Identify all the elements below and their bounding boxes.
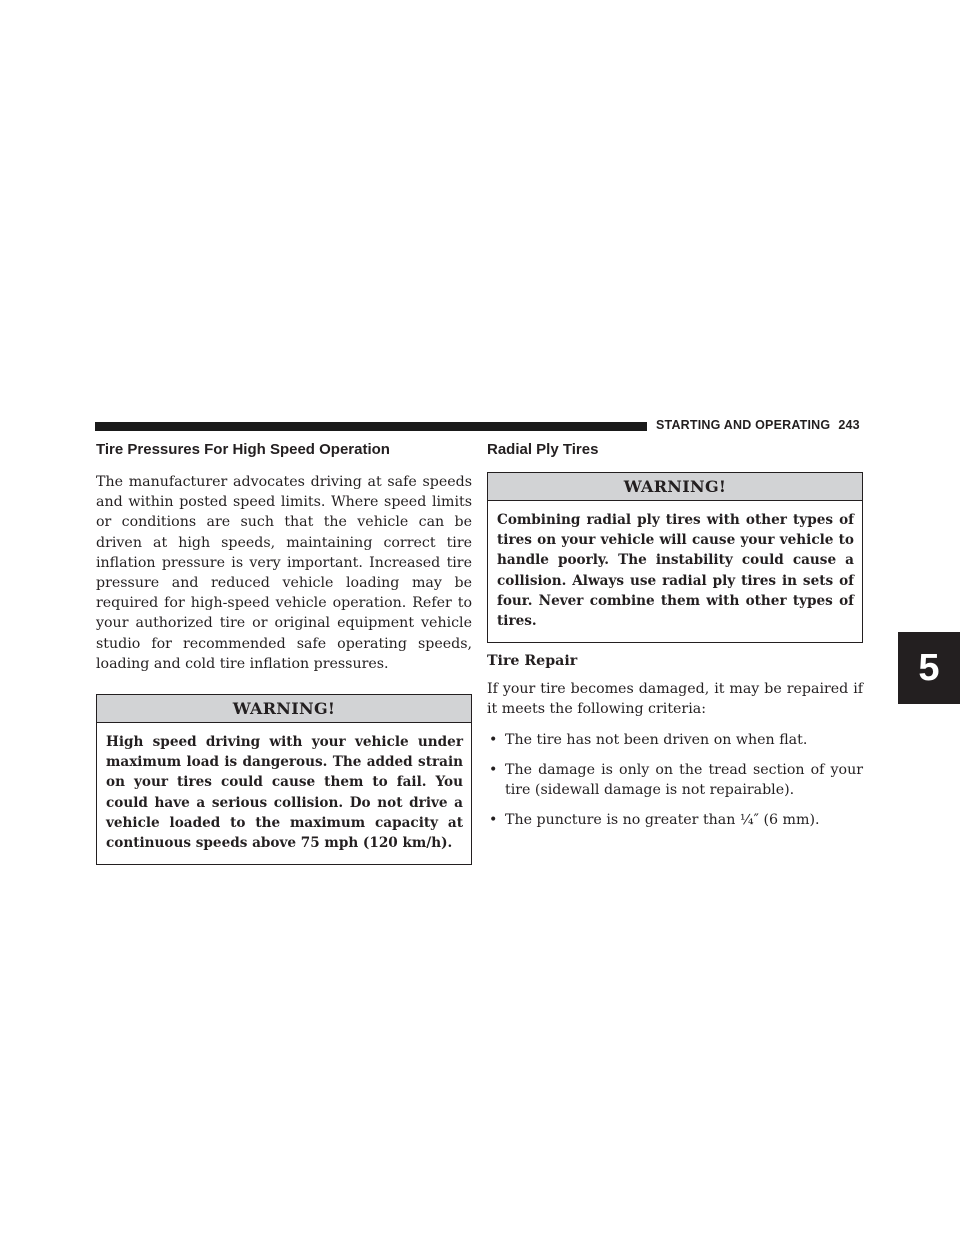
running-head [656, 418, 866, 432]
section-title: STARTING AND OPERATING [656, 418, 831, 432]
section-heading-radial: Radial Ply Tires [487, 441, 599, 458]
page-number: 243 [838, 418, 860, 432]
high-speed-paragraph: The manufacturer advocates driving at safe speeds and within posted speed limits. Where speed limits or conditions are such that the vehicle can be driven at high speeds, maintaining correct tire inflation pressure is very important. Increased tire pressure and reduced vehicle loading may be required for high-speed vehicle operation. Refer to your authorized tire or original equipment vehicle studio for recommended safe operating speeds, loading and cold tire inflation pressures. [96, 474, 472, 672]
bullet-icon: • [489, 731, 498, 748]
header-rule [95, 422, 647, 431]
warning-text: High speed driving with your vehicle under maximum load is dangerous. The added strain on your tires could cause them to fail. You could have a serious collision. Do not drive a vehicle loaded to the maximum capacity at continuous speeds above 75 mph (120 km/h). [106, 734, 463, 852]
warning-box-radial [487, 472, 863, 643]
tire-repair-intro: If your tire becomes damaged, it may be repaired if it meets the following criteria: [487, 681, 863, 718]
warning-box-high-speed [96, 694, 472, 865]
warning-title: WARNING! [97, 695, 471, 723]
right-column [487, 441, 863, 840]
warning-text: Combining radial ply tires with other types of tires on your vehicle will cause your vehicle to handle poorly. The instability could cause a collision. Always use radial ply tires in sets of four. Never combine them with other types of tires. [497, 512, 854, 630]
criteria-list [487, 730, 863, 831]
chapter-tab: 5 [898, 632, 960, 704]
section-heading-high-speed: Tire Pressures For High Speed Operation [96, 441, 390, 458]
list-item: • The tire has not been driven on when flat. [487, 730, 863, 750]
tire-repair-subheading: Tire Repair [487, 653, 578, 670]
left-column [96, 441, 472, 875]
warning-title: WARNING! [488, 473, 862, 501]
bullet-icon: • [489, 761, 498, 778]
list-item: • The damage is only on the tread section of your tire (sidewall damage is not repairable). [489, 761, 863, 799]
list-item: • The puncture is no greater than ¼″ (6 mm). [487, 810, 863, 830]
bullet-icon: • [489, 812, 498, 829]
